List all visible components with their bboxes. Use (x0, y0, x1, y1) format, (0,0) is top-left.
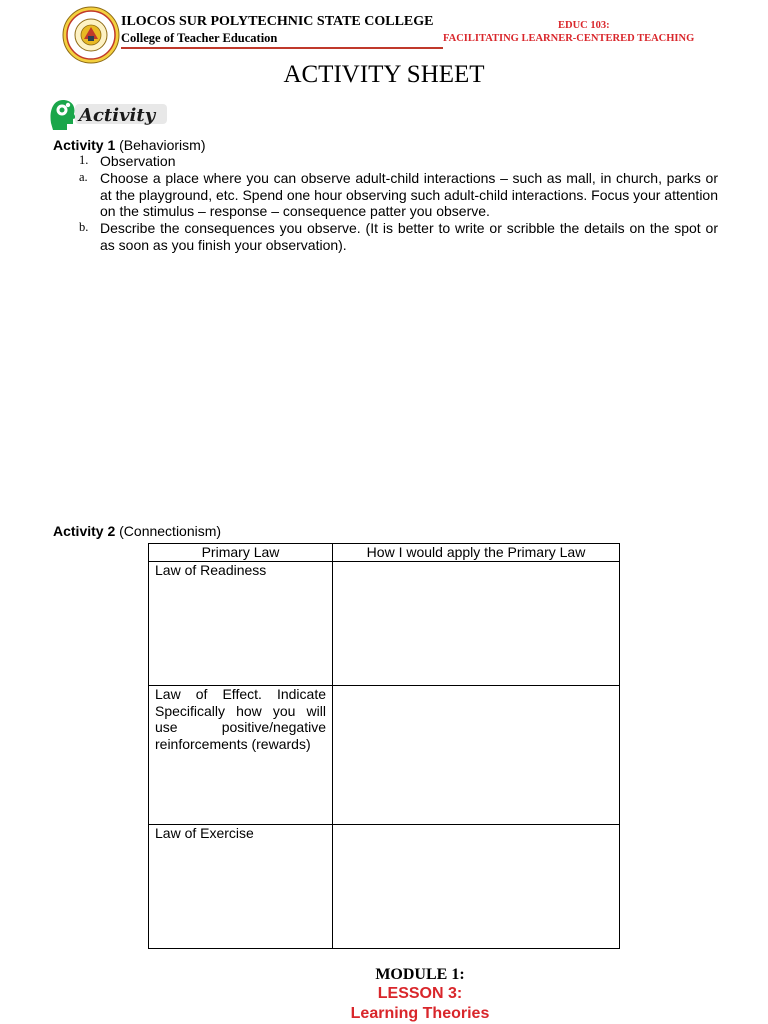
column-header-primary-law: Primary Law (149, 544, 333, 562)
activity2-label: Activity 2 (53, 523, 116, 539)
table-row (149, 685, 620, 824)
activity1-topic: (Behaviorism) (115, 137, 206, 153)
college-name: ILOCOS SUR POLYTECHNIC STATE COLLEGE (121, 14, 434, 29)
answer-cell[interactable] (333, 824, 620, 948)
step-b-text: Describe the consequences you observe. (It is better to write or scribble the details on the spot or as soon as you finish your observation). (100, 220, 718, 253)
head-gear-icon (51, 100, 77, 130)
answer-cell[interactable] (333, 561, 620, 685)
activity2-heading (53, 523, 221, 540)
course-code: EDUC 103: (558, 20, 610, 31)
activity1-heading (53, 137, 206, 154)
activity1-item-observation: Observation (100, 153, 176, 169)
step-a-text: Choose a place where you can observe adult-child interactions – such as mall, in church, parks or at the playground, etc. Spend one hour observing such adult-child interactions. Focus your attention on the stimulus – response – consequence patter you observe. (100, 170, 718, 220)
law-of-effect-cell: Law of Effect. Indicate Specifically how you will use positive/negative reinforcements (rewards) (149, 685, 333, 824)
activity-badge (48, 97, 170, 133)
activity1-label: Activity 1 (53, 137, 116, 153)
college-department: College of Teacher Education (121, 31, 278, 45)
activity2-topic: (Connectionism) (115, 523, 222, 539)
answer-cell[interactable] (333, 685, 620, 824)
table-row (149, 824, 620, 948)
page-title: ACTIVITY SHEET (283, 61, 485, 88)
course-title: FACILITATING LEARNER-CENTERED TEACHING (443, 33, 695, 44)
table-header-row (149, 544, 620, 562)
table-row (149, 561, 620, 685)
college-seal-logo (62, 6, 120, 64)
primary-law-table (148, 543, 620, 949)
column-header-application: How I would apply the Primary Law (333, 544, 620, 562)
module-label: MODULE 1: (375, 966, 465, 983)
step-a-label: a. (79, 170, 88, 184)
step-b-label: b. (79, 220, 89, 234)
header-divider (121, 47, 443, 49)
item-number: 1. (79, 153, 89, 167)
lesson-title: Learning Theories (350, 1005, 490, 1022)
activity-badge-label: Activity (79, 105, 156, 126)
lesson-label: LESSON 3: (377, 985, 463, 1002)
law-of-exercise-cell: Law of Exercise (149, 824, 333, 948)
law-of-readiness-cell: Law of Readiness (149, 561, 333, 685)
